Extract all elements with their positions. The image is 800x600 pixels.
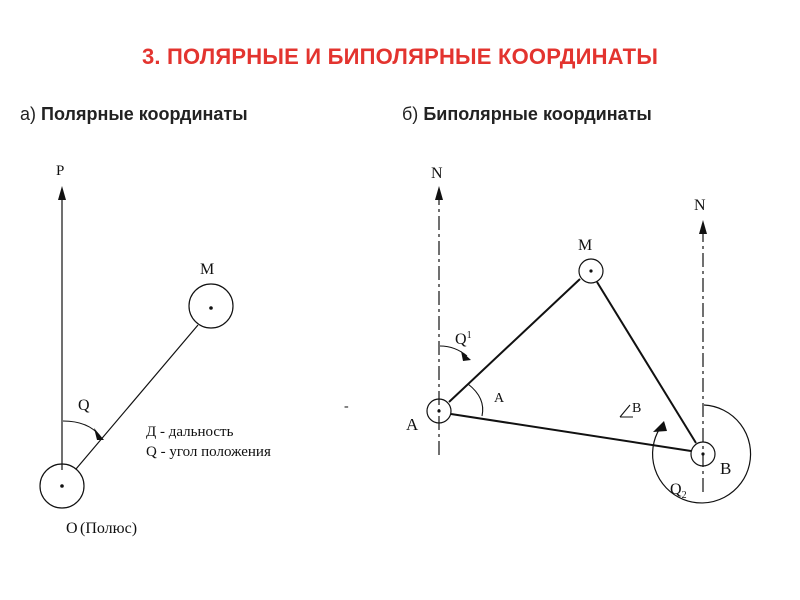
bipolar-diagram: [406, 165, 751, 503]
bipolar-angle-q2-main: Q: [670, 481, 682, 498]
polar-legend-distance: Д - дальность: [146, 424, 234, 440]
bipolar-angle-b-label: B: [632, 401, 642, 416]
bipolar-angle-a-arc: [468, 384, 483, 416]
bipolar-angle-q2-label: [670, 481, 687, 501]
bipolar-point-m-dot: [589, 269, 592, 272]
bipolar-pole-a-label: A: [406, 415, 419, 434]
bipolar-angle-a-label: A: [494, 391, 505, 406]
bipolar-pole-a-dot: [437, 409, 440, 412]
polar-angle-arrowhead: [94, 428, 104, 440]
bipolar-north-label-b: N: [694, 197, 706, 214]
bipolar-line-ab: [451, 414, 691, 451]
subtitle-bipolar-text: Биполярные координаты: [423, 104, 652, 124]
polar-pole-dot: [60, 484, 64, 488]
subtitle-bipolar-letter: б): [402, 104, 419, 124]
bipolar-north-arrowhead-b: [699, 220, 707, 234]
bipolar-angle-q1-arrowhead: [461, 351, 471, 361]
polar-pole-note: (Полюс): [80, 520, 138, 537]
polar-diagram: [40, 163, 349, 537]
bipolar-angle-q1-main: Q: [455, 331, 467, 348]
polar-pole-label: O: [66, 520, 78, 537]
bipolar-angle-q1-sub: 1: [466, 330, 472, 341]
polar-axis-label: P: [56, 163, 65, 179]
bipolar-north-label-a: N: [431, 165, 443, 182]
polar-angle-arc: [63, 421, 100, 436]
bipolar-angle-q2-sub: 2: [681, 490, 687, 501]
bipolar-pole-b-dot: [701, 452, 704, 455]
polar-point-m-label: M: [200, 261, 215, 278]
polar-axis-arrowhead: [58, 186, 66, 200]
bipolar-point-m-label: M: [578, 237, 593, 254]
bipolar-angle-q1-label: [455, 330, 472, 348]
bipolar-pole-b-label: B: [720, 459, 732, 478]
polar-legend-angle: Q - угол положения: [146, 444, 271, 460]
subtitle-polar-text: Полярные координаты: [41, 104, 248, 124]
polar-point-m-dot: [209, 306, 213, 310]
bipolar-angle-q2-arrowhead: [653, 421, 667, 432]
page-title: 3. ПОЛЯРНЫЕ И БИПОЛЯРНЫЕ КООРДИНАТЫ: [141, 44, 659, 69]
bipolar-line-mb: [597, 282, 696, 443]
bipolar-north-arrowhead-a: [435, 186, 443, 200]
stray-mark: -: [344, 399, 349, 414]
polar-angle-label: Q: [78, 397, 90, 414]
subtitle-polar-letter: а): [20, 104, 37, 124]
polar-point-m-circle: [189, 284, 233, 328]
